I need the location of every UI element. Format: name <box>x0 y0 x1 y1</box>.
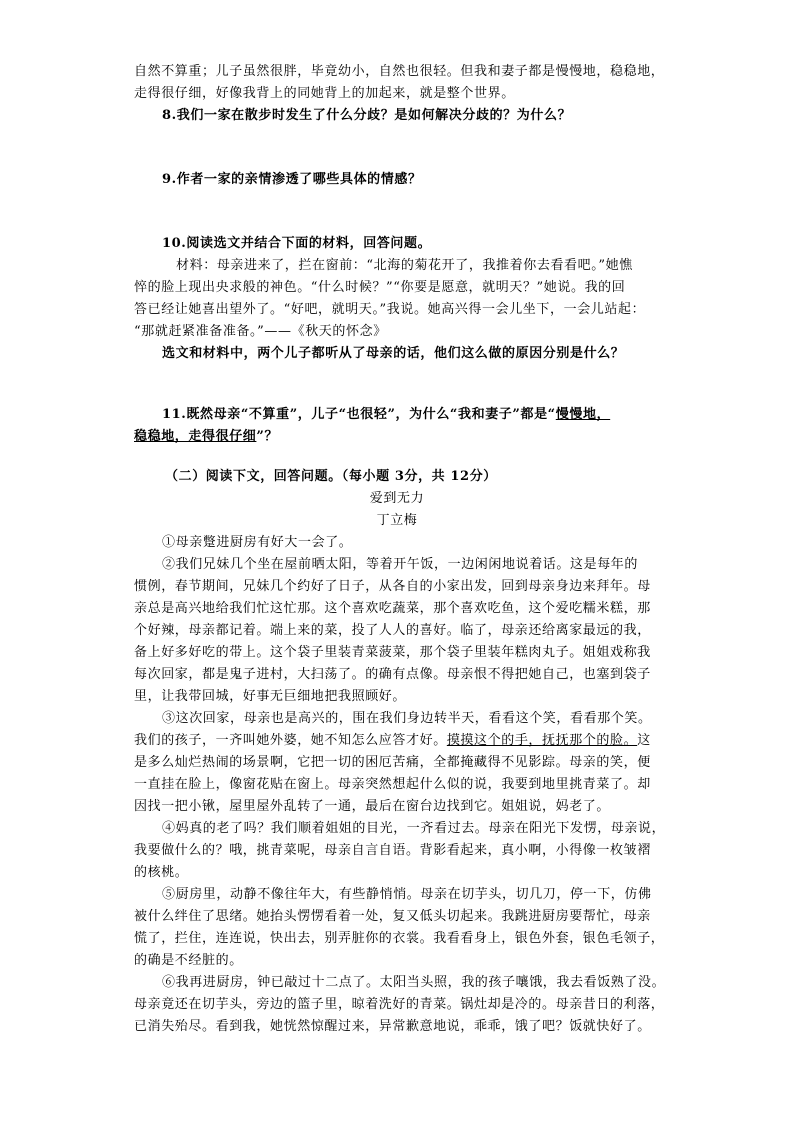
paragraph-6-line: 已消失殆尽。看到我，她恍然惊醒过来，异常歉意地说，乖乖，饿了吧？饭就快好了。 <box>134 1019 651 1034</box>
section-heading: （二）阅读下文，回答问题。（每小题 3分，共 12分） <box>165 469 497 484</box>
material-line: 悴的脸上现出央求般的神色。“什么时候？”“你要是愿意，就明天？”她说。我的回 <box>134 280 626 295</box>
question-8: 8.我们一家在散步时发生了什么分歧？是如何解决分歧的？为什么？ <box>162 108 572 123</box>
paragraph-3-line: 是多么灿烂热闹的场景啊，它把一切的困厄苦痛，全都掩藏得不见影踪。母亲的笑，便 <box>134 755 651 770</box>
paragraph-2-line: 个好辣，母亲都记着。端上来的菜，投了人人的喜好。临了，母亲还给离家最远的我， <box>134 623 651 638</box>
paragraph-5-line: 被什么绊住了思绪。她抬头愣愣看着一处，复又低头切起来。我跳进厨房要帮忙，母亲 <box>134 909 651 924</box>
material-line: “那就赶紧准备准备。”——《秋天的怀念》 <box>134 324 387 339</box>
material-line: 材料：母亲进来了，拦在窗前：“北海的菊花开了，我推着你去看看吧。”她憔 <box>176 258 633 273</box>
paragraph-2-line: 惯例，春节期间，兄妹几个约好了日子，从各自的小家出发，回到母亲身边来拜年。母 <box>134 579 651 594</box>
question-11-line2 <box>134 427 674 447</box>
material-line: 答已经让她喜出望外了。“好吧，就明天。”我说。她高兴得一会儿坐下，一会儿站起： <box>134 302 646 317</box>
paragraph-2-line: 里，让我带回城，好事无巨细地把我照顾好。 <box>134 689 407 704</box>
question-11-underline: 稳稳地，走得很仔细 <box>134 429 257 444</box>
question-10: 选文和材料中，两个儿子都听从了母亲的话，他们这么做的原因分别是什么？ <box>162 346 625 361</box>
paragraph-3-line <box>134 731 674 751</box>
paragraph-4-line: 的核桃。 <box>134 865 189 880</box>
paragraph-3-text: 这 <box>637 733 651 748</box>
paragraph-5-line: ⑤厨房里，动静不像往年大，有些静悄悄。母亲在切芋头，切几刀，停一下，仿佛 <box>162 887 652 902</box>
paragraph-2-line: 亲总是高兴地给我们忙这忙那。这个喜欢吃蔬菜，那个喜欢吃鱼，这个爱吃糯米糕，那 <box>134 601 651 616</box>
paragraph-5-line: 慌了，拦住，连连说，快出去，别弄脏你的衣裳。我看看身上，银色外套，银色毛领子， <box>134 931 665 946</box>
paragraph-3-line: 因找一把小锹，屋里屋外乱转了一通，最后在窗台边找到它。姐姐说，妈老了。 <box>134 799 611 814</box>
paragraph-4-line: ④妈真的老了吗？我们顺着姐姐的目光，一齐看过去。母亲在阳光下发愣，母亲说， <box>162 821 666 836</box>
question-11 <box>162 405 702 425</box>
article-author: 丁立梅 <box>376 513 418 528</box>
paragraph-4-line: 我要做什么的？哦，挑青菜呢，母亲自言自语。背影看起来，真小啊，小得像一枚皱褶 <box>134 843 651 858</box>
article-title: 爱到无力 <box>369 491 425 506</box>
paragraph-2-line: ②我们兄妹几个坐在屋前晒太阳，等着开午饭，一边闲闲地说着话。这是每年的 <box>162 557 639 572</box>
paragraph-2-line: 备上好多好吃的带上。这个袋子里装青菜菠菜，那个袋子里装年糕肉丸子。姐姐戏称我 <box>134 645 651 660</box>
passage-line: 自然不算重；儿子虽然很胖，毕竟幼小，自然也很轻。但我和妻子都是慢慢地，稳稳地， <box>134 64 665 79</box>
question-11-underline: 慢慢地， <box>555 407 611 422</box>
passage-line: 走得很仔细，好像我背上的同她背上的加起来，就是整个世界。 <box>134 86 515 101</box>
paragraph-3-line: ③这次回家，母亲也是高兴的，围在我们身边转半天，看看这个笑，看看那个笑。 <box>162 711 652 726</box>
paragraph-6-line: 母亲竟还在切芋头，旁边的篮子里，晾着洗好的青菜。锅灶却是冷的。母亲昔日的利落， <box>134 997 665 1012</box>
paragraph-3-underline: 摸摸这个的手，抚抚那个的脸。 <box>446 733 638 748</box>
question-11-text: 11.既然母亲“不算重”，儿子“也很轻”，为什么“我和妻子”都是“ <box>162 407 556 422</box>
paragraph-2-line: 每次回家，都是鬼子进村，大扫荡了。的确有点像。母亲恨不得把她自己，也塞到袋子 <box>134 667 651 682</box>
paragraph-5-line: 的确是不经脏的。 <box>134 953 243 968</box>
paragraph-1: ①母亲蹩进厨房有好大一会了。 <box>162 535 353 550</box>
paragraph-6-line: ⑥我再进厨房，钟已敲过十二点了。太阳当头照，我的孩子嚷饿，我去看饭熟了没。 <box>162 975 666 990</box>
question-10-title: 10.阅读选文并结合下面的材料，回答问题。 <box>162 236 432 251</box>
question-11-text: ”？ <box>256 429 279 444</box>
question-9: 9.作者一家的亲情渗透了哪些具体的情感？ <box>162 172 422 187</box>
paragraph-3-text: 我们的孩子，一齐叫她外婆，她不知怎么应答才好。 <box>134 733 447 748</box>
paragraph-3-line: 一直挂在脸上，像窗花贴在窗上。母亲突然想起什么似的说，我要到地里挑青菜了。却 <box>134 777 651 792</box>
